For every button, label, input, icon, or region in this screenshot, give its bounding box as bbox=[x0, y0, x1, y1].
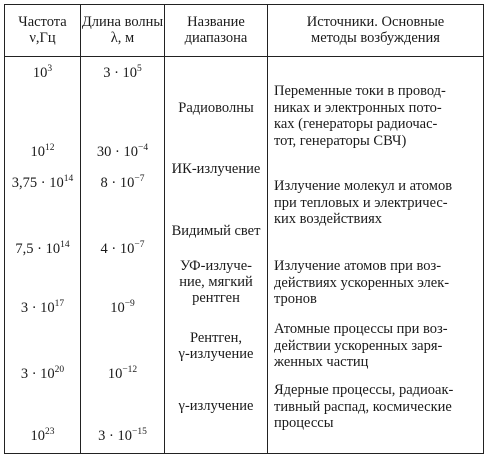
header-divider bbox=[5, 56, 483, 57]
wavelength-exponent: −7 bbox=[134, 174, 145, 185]
frequency-cell bbox=[5, 65, 80, 81]
wavelength-cell bbox=[81, 428, 164, 444]
frequency-exponent: 14 bbox=[60, 240, 70, 251]
range-name-line: УФ-излуче- bbox=[179, 258, 252, 274]
frequency-base: 7,5 · 10 bbox=[15, 241, 61, 257]
range-name bbox=[165, 161, 267, 177]
range-sources bbox=[274, 321, 484, 371]
wavelength-exponent: −7 bbox=[134, 240, 145, 251]
frequency-base: 3,75 · 10 bbox=[11, 175, 64, 191]
sources-line: Переменные токи в провод- bbox=[274, 83, 446, 99]
wavelength-cell bbox=[81, 144, 164, 160]
range-name-line: Рентген, bbox=[190, 330, 242, 346]
wavelength-base: 30 · 10 bbox=[96, 144, 138, 160]
wavelength-base: 3 · 10 bbox=[98, 428, 132, 444]
wavelength-exponent: −12 bbox=[122, 365, 138, 376]
range-name-line: рентген bbox=[192, 290, 240, 306]
frequency-cell bbox=[5, 144, 80, 160]
sources-line: действиях ускоренных элек- bbox=[274, 274, 450, 291]
sources-line: тивный распад, космические bbox=[274, 398, 452, 415]
frequency-cell bbox=[5, 300, 80, 316]
wavelength-base: 10 bbox=[107, 366, 123, 382]
range-sources bbox=[274, 178, 484, 228]
frequency-base: 10 bbox=[32, 65, 48, 81]
header-wavelength-text: Длина волны λ, м bbox=[81, 14, 164, 46]
wavelength-exponent: −9 bbox=[124, 299, 135, 310]
wavelength-exponent: −15 bbox=[131, 427, 147, 438]
sources-line: Излучение атомов при воз- bbox=[274, 258, 442, 274]
header-sources-line: Источники. Основные bbox=[306, 14, 445, 30]
range-name-line: Видимый свет bbox=[171, 223, 261, 239]
frequency-base: 10 bbox=[30, 428, 45, 444]
header-frequency bbox=[5, 14, 80, 46]
sources-line: при тепловых и электричес- bbox=[274, 194, 448, 211]
sources-line: тот, генераторы СВЧ) bbox=[274, 132, 407, 149]
range-name bbox=[165, 100, 267, 116]
frequency-exponent: 14 bbox=[63, 174, 74, 185]
column-divider bbox=[267, 5, 268, 453]
wavelength-exponent: −4 bbox=[137, 143, 149, 154]
frequency-base: 10 bbox=[30, 144, 45, 160]
range-name-line: ние, мягкий bbox=[179, 274, 253, 290]
frequency-exponent: 3 bbox=[47, 64, 53, 75]
frequency-exponent: 23 bbox=[45, 427, 55, 438]
range-name bbox=[165, 258, 267, 306]
wavelength-base: 3 · 10 bbox=[103, 65, 138, 81]
frequency-base: 3 · 10 bbox=[20, 366, 55, 382]
frequency-exponent: 17 bbox=[54, 299, 65, 310]
header-range-line: Название bbox=[187, 14, 245, 30]
sources-line: никах и электронных пото- bbox=[274, 99, 442, 116]
range-name bbox=[165, 398, 267, 414]
spectrum-table bbox=[4, 4, 484, 454]
sources-line: Атомные процессы при воз- bbox=[274, 321, 448, 337]
sources-line: ках (генераторы радиочас- bbox=[274, 116, 438, 132]
sources-line: процессы bbox=[274, 415, 334, 431]
range-name-line: γ-излучение bbox=[178, 398, 254, 414]
range-name-line: γ-излучение bbox=[178, 346, 254, 362]
range-sources bbox=[274, 258, 484, 308]
sources-line: действии ускоренных заря- bbox=[274, 337, 443, 354]
sources-line: женных частиц bbox=[274, 354, 369, 370]
frequency-exponent: 12 bbox=[45, 143, 55, 154]
header-sources bbox=[268, 14, 483, 46]
sources-line: Ядерные процессы, радиоак- bbox=[274, 382, 454, 398]
header-wavelength bbox=[81, 14, 164, 46]
wavelength-cell bbox=[81, 300, 164, 316]
range-sources bbox=[274, 83, 484, 149]
header-frequency-line: Частота bbox=[18, 14, 67, 30]
sources-line: тронов bbox=[274, 291, 317, 307]
wavelength-cell bbox=[81, 175, 164, 191]
range-name-line: ИК-излучение bbox=[171, 161, 261, 177]
header-range-name bbox=[165, 14, 267, 46]
range-name-line: Радиоволны bbox=[178, 100, 254, 116]
header-sources-line: методы возбуждения bbox=[311, 30, 440, 46]
range-name bbox=[165, 223, 267, 239]
frequency-cell bbox=[5, 366, 80, 382]
header-frequency-line: ν,Гц bbox=[29, 30, 56, 46]
range-name bbox=[165, 330, 267, 362]
wavelength-exponent: 5 bbox=[137, 64, 142, 75]
wavelength-cell bbox=[81, 65, 164, 81]
sources-line: ких воздействиях bbox=[274, 211, 383, 227]
wavelength-base: 4 · 10 bbox=[100, 241, 135, 257]
sources-line: Излучение молекул и атомов bbox=[274, 178, 453, 194]
frequency-cell bbox=[5, 175, 80, 191]
wavelength-cell bbox=[81, 366, 164, 382]
frequency-exponent: 20 bbox=[54, 365, 65, 376]
frequency-base: 3 · 10 bbox=[20, 300, 55, 316]
header-range-line: диапазона bbox=[184, 30, 248, 46]
frequency-cell bbox=[5, 241, 80, 257]
range-sources bbox=[274, 382, 484, 432]
wavelength-base: 10 bbox=[110, 300, 125, 316]
wavelength-cell bbox=[81, 241, 164, 257]
wavelength-base: 8 · 10 bbox=[100, 175, 135, 191]
frequency-cell bbox=[5, 428, 80, 444]
